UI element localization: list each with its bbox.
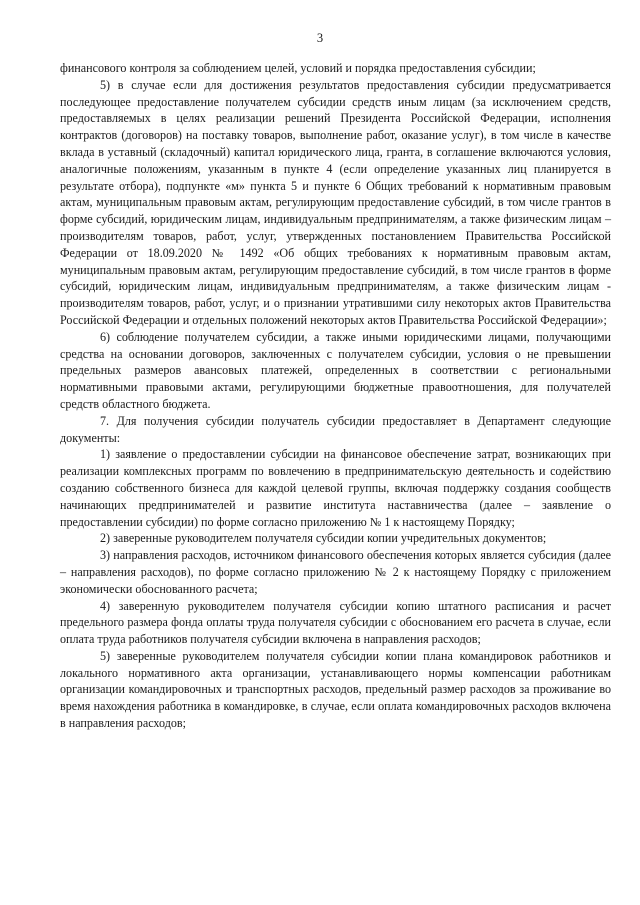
document-body (60, 60, 611, 732)
paragraph-item-6: 6) соблюдение получателем субсидии, а также иными юридическими лицами, получающими средства на основании договоров, заключенных с получателем субсидии, условия о не превышении предельных размеров авансовых платежей, определенных в соответствии с региональными нормативными правовыми актами, регулирующими бюджетные правоотношения, для получателей средств областного бюджета. (60, 329, 611, 411)
paragraph-item-5: 5) в случае если для достижения результатов предоставления субсидии предусматривается последующее предоставление получателем субсидии средств иным лицам (за исключением средств, предоставляемых в целях реализации решений Президента Российской Федерации, исполнения контрактов (договоров) на поставку товаров, выполнение работ, оказание услуг), в том числе в качестве вклада в уставный (складочный) капитал юридического лица, гранта, в соглашение включаются условия, аналогичные положениям, указанным в пункте 4 (если определение указанных лиц планируется в результате отбора), подпункте «м» пункта 5 и пункте 6 Общих требований к нормативным правовым актам, муниципальным правовым актам, регулирующим предоставление субсидий, в том числе грантов в форме субсидий, юридическим лицам, индивидуальным предпринимателям, а также физическим лицам – производителям товаров, работ, услуг, утвержденных постановлением Правительства Российской Федерации от 18.09.2020 № 1492 «Об общих требованиях к нормативным правовым актам, муниципальным правовым актам, регулирующим предоставление субсидий, в том числе грантов в форме субсидий, юридическим лицам, индивидуальным предпринимателям, а также физическим лицам - производителям товаров, работ, услуг, и о признании утратившими силу некоторых актов Правительства Российской Федерации и отдельных положений некоторых актов Правительства Российской Федерации»; (60, 77, 611, 327)
paragraph-doc-1: 1) заявление о предоставлении субсидии на финансовое обеспечение затрат, возникающих при реализации комплексных программ по вовлечению в предпринимательскую деятельность и содействию созданию собственного бизнеса для каждой целевой группы, включая поддержку создания сообществ начинающих предпринимателей и развитие института наставничества (далее – заявление о предоставлении субсидии) по форме согласно приложению № 1 к настоящему Порядку; (60, 447, 611, 529)
page-number: 3 (316, 31, 324, 45)
paragraph-doc-2: 2) заверенные руководителем получателя субсидии копии учредительных документов; (100, 531, 547, 546)
paragraph-continuation: финансового контроля за соблюдением целей, условий и порядка предоставления субсидии; (60, 61, 536, 75)
paragraph-doc-4: 4) заверенную руководителем получателя субсидии копию штатного расписания и расчет предельного размера фонда оплаты труда получателя субсидии с обоснованием его расчета в случае, если оплата труда работников получателя субсидии включена в направления расходов; (60, 598, 611, 647)
paragraph-section-7: 7. Для получения субсидии получатель субсидии предоставляет в Департамент следующие документы: (60, 413, 611, 445)
paragraph-doc-3: 3) направления расходов, источником финансового обеспечения которых является субсидия (далее – направления расходов), по форме согласно приложению № 2 к настоящему Порядку с приложением экономически обоснованного расчета; (60, 548, 611, 596)
paragraph-doc-5: 5) заверенные руководителем получателя субсидии копии плана командировок работников и локального нормативного акта организации, устанавливающего нормы компенсации работникам организации командировочных и транспортных расходов, предельный размер расходов за проживание во время нахождения работника в командировке, в случае, если оплата командировочных расходов включена в направления расходов; (60, 648, 611, 731)
